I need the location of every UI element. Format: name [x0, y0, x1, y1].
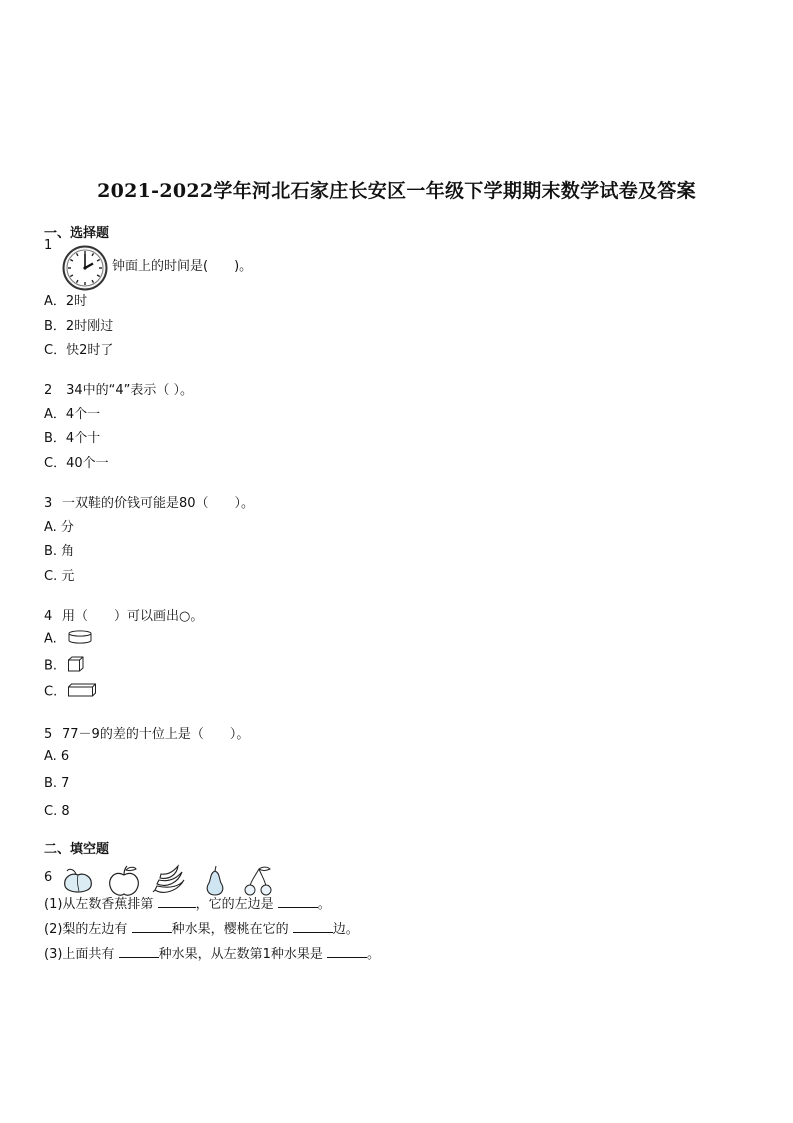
q6-line-2-text-a: (2)梨的左边有 [44, 922, 132, 937]
answer-blank[interactable] [293, 932, 333, 933]
question-6-number: 6 [44, 870, 53, 885]
question-2 [44, 379, 193, 398]
option-a-label: A. [44, 631, 57, 647]
question-4-number: 4 [44, 609, 53, 624]
q6-line-1-text-a: (1)从左数香蕉排第 [44, 897, 158, 912]
question-4-stem: 用（ ）可以画出○。 [62, 609, 204, 624]
q6-line-2-text-c: 边。 [332, 922, 359, 937]
answer-blank[interactable] [119, 957, 159, 958]
question-2-number: 2 [44, 383, 53, 398]
answer-blank[interactable] [158, 907, 196, 908]
question-3 [44, 492, 254, 511]
question-3-option-a: A. 分 [44, 520, 74, 535]
q6-line-1-text-b: ，它的左边是 [195, 897, 278, 912]
question-5-option-a: A. 6 [44, 749, 70, 764]
question-2-option-c: C．40个一 [44, 456, 109, 471]
option-b-label: B. [44, 658, 58, 674]
q6-line-1 [44, 893, 331, 912]
question-1-option-c: C．快2时了 [44, 343, 114, 358]
q6-line-3-text-c: 。 [366, 947, 380, 962]
question-5-number: 5 [44, 727, 53, 742]
q6-line-3 [44, 943, 380, 962]
answer-blank[interactable] [132, 932, 172, 933]
question-1-option-a: A．2时 [44, 294, 88, 309]
option-c-label: C. [44, 684, 58, 700]
q6-line-2 [44, 918, 359, 937]
question-3-option-b: B. 角 [44, 544, 75, 559]
question-4-option-a [44, 630, 93, 648]
question-2-option-b: B．4个十 [44, 431, 101, 446]
question-5-option-c: C. 8 [44, 804, 70, 819]
peach-icon [65, 869, 92, 892]
question-2-option-a: A．4个一 [44, 407, 101, 422]
q6-line-1-text-c: 。 [317, 897, 331, 912]
cylinder-icon [67, 630, 93, 648]
q6-line-3-text-a: (3)上面共有 [44, 947, 119, 962]
cherry-icon [245, 867, 271, 895]
clock-icon [62, 245, 108, 295]
question-5-option-b: B. 7 [44, 776, 70, 791]
question-3-number: 3 [44, 496, 53, 511]
question-5-stem: 77－9的差的十位上是（ ）。 [62, 727, 250, 742]
question-1-stem: 钟面上的时间是( )。 [112, 259, 253, 274]
banana-icon [153, 866, 184, 892]
q6-line-2-text-b: 种水果，樱桃在它的 [171, 922, 293, 937]
section-heading-choice: 一、选择题 [44, 226, 110, 241]
answer-blank[interactable] [278, 907, 318, 908]
question-1-number: 1 [44, 238, 53, 253]
question-1-option-b: B．2时刚过 [44, 319, 114, 334]
question-4-option-b [44, 656, 85, 676]
question-2-stem: 34中的“4”表示（ ）。 [62, 383, 194, 398]
question-3-option-c: C. 元 [44, 569, 75, 584]
section-heading-fill-blank: 二、填空题 [44, 842, 110, 857]
cube-icon [67, 656, 85, 676]
question-4 [44, 605, 203, 624]
apple-icon [110, 866, 139, 895]
q6-line-3-text-b: 种水果，从左数第1种水果是 [158, 947, 327, 962]
pear-icon [207, 866, 223, 895]
question-4-option-c [44, 683, 97, 701]
cuboid-icon [67, 683, 97, 701]
question-3-stem: 一双鞋的价钱可能是80（ ）。 [62, 496, 255, 511]
question-5 [44, 723, 249, 742]
page-title: 2021-2022学年河北石家庄长安区一年级下学期期末数学试卷及答案 [97, 180, 696, 202]
answer-blank[interactable] [327, 957, 367, 958]
